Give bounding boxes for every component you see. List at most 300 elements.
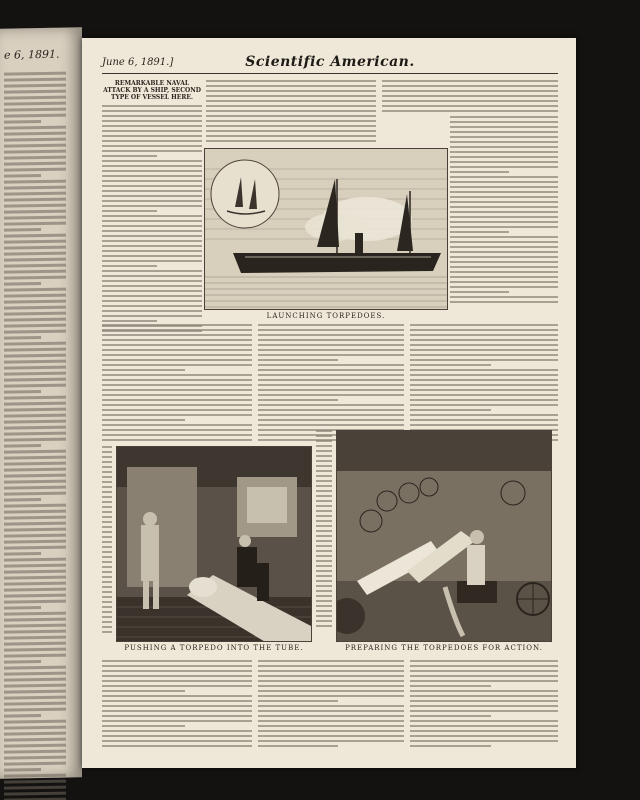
article-column-between	[316, 430, 332, 630]
text-line	[450, 301, 558, 303]
text-line	[258, 680, 404, 682]
text-line	[258, 720, 404, 722]
text-line	[206, 90, 376, 92]
text-line	[4, 174, 41, 178]
text-line	[102, 546, 112, 548]
text-line	[4, 738, 66, 742]
text-line	[102, 571, 112, 573]
text-line	[410, 349, 558, 351]
text-line	[4, 504, 66, 508]
text-line	[410, 690, 558, 692]
article-column-middle-lower	[258, 324, 404, 444]
text-line	[410, 324, 558, 326]
text-line	[102, 551, 112, 553]
text-line	[4, 78, 66, 82]
text-line	[258, 374, 404, 376]
text-line	[258, 665, 404, 667]
text-line	[4, 372, 66, 376]
text-line	[102, 394, 252, 396]
text-line	[4, 156, 66, 160]
text-line	[382, 90, 558, 92]
text-line	[4, 672, 66, 676]
text-line	[102, 720, 252, 722]
text-line	[102, 170, 202, 172]
text-line	[102, 180, 202, 182]
text-line	[450, 151, 558, 153]
text-line	[316, 450, 332, 452]
text-line	[450, 251, 558, 253]
text-line	[4, 708, 66, 712]
text-line	[4, 258, 66, 262]
article-column-edge	[102, 446, 112, 636]
text-line	[102, 285, 202, 287]
text-line	[4, 612, 66, 616]
text-line	[410, 715, 491, 717]
text-line	[4, 270, 66, 274]
text-line	[102, 561, 112, 563]
text-line	[102, 260, 202, 262]
text-line	[410, 675, 558, 677]
text-line	[450, 131, 558, 133]
text-line	[4, 534, 66, 538]
text-line	[4, 252, 66, 256]
text-line	[410, 339, 558, 341]
text-line	[4, 294, 66, 298]
text-line	[4, 606, 41, 610]
text-line	[102, 581, 112, 583]
text-line	[4, 180, 66, 184]
text-line	[102, 456, 112, 458]
text-line	[102, 305, 202, 307]
text-line	[102, 329, 252, 331]
text-line	[102, 511, 112, 513]
text-line	[258, 379, 404, 381]
text-line	[4, 306, 66, 310]
illustration-launching-torpedoes	[204, 148, 448, 310]
text-line	[316, 595, 332, 597]
text-line	[4, 108, 66, 112]
text-line	[4, 690, 66, 694]
text-line	[258, 424, 404, 426]
text-line	[258, 324, 404, 326]
text-line	[102, 364, 252, 366]
text-line	[4, 126, 66, 130]
text-line	[102, 339, 252, 341]
text-line	[102, 461, 112, 463]
text-line	[258, 745, 338, 747]
text-line	[316, 540, 332, 542]
text-line	[410, 680, 558, 682]
text-line	[258, 334, 404, 336]
text-line	[4, 450, 66, 454]
text-line	[102, 725, 185, 727]
text-line	[4, 540, 66, 544]
text-line	[102, 245, 202, 247]
text-line	[4, 420, 66, 424]
text-line	[4, 90, 66, 94]
text-line	[102, 685, 252, 687]
text-line	[4, 366, 66, 370]
text-line	[316, 570, 332, 572]
text-line	[450, 211, 558, 213]
text-line	[258, 700, 338, 702]
text-line	[450, 156, 558, 158]
text-line	[102, 601, 112, 603]
text-line	[102, 745, 252, 747]
text-line	[102, 115, 202, 117]
text-line	[4, 150, 66, 154]
text-line	[102, 446, 112, 448]
text-line	[102, 369, 185, 371]
text-line	[4, 330, 66, 334]
text-line	[258, 740, 404, 742]
text-line	[102, 225, 202, 227]
article-title: REMARKABLE NAVAL ATTACK BY A SHIP, SECOND TYPE OF VESSEL HERE.	[103, 80, 201, 101]
text-line	[102, 429, 252, 431]
text-line	[4, 594, 66, 598]
issue-date: June 6, 1891.]	[102, 57, 174, 68]
text-line	[102, 105, 202, 107]
text-line	[316, 600, 332, 602]
text-line	[410, 334, 558, 336]
text-line	[258, 404, 404, 406]
text-line	[102, 384, 252, 386]
text-line	[450, 186, 558, 188]
caption-pushing-torpedo: PUSHING A TORPEDO INTO THE TUBE.	[124, 644, 304, 652]
text-line	[206, 125, 376, 127]
left-page-text	[4, 72, 66, 800]
text-line	[102, 690, 185, 692]
text-line	[4, 300, 66, 304]
text-line	[4, 666, 66, 670]
text-line	[316, 545, 332, 547]
text-line	[206, 120, 376, 122]
text-line	[102, 334, 252, 336]
text-line	[316, 475, 332, 477]
text-line	[102, 531, 112, 533]
text-line	[102, 700, 252, 702]
text-line	[316, 505, 332, 507]
text-line	[4, 510, 66, 514]
page-header	[102, 54, 558, 74]
left-page	[0, 27, 82, 778]
text-line	[4, 72, 66, 76]
text-line	[4, 618, 66, 622]
text-line	[410, 354, 558, 356]
text-line	[102, 466, 112, 468]
text-line	[4, 576, 66, 580]
text-line	[316, 605, 332, 607]
text-line	[4, 528, 66, 532]
text-line	[316, 520, 332, 522]
text-line	[450, 196, 558, 198]
text-line	[102, 486, 112, 488]
text-line	[102, 320, 157, 322]
text-line	[102, 670, 252, 672]
text-line	[410, 705, 558, 707]
text-line	[410, 389, 558, 391]
text-line	[4, 120, 41, 124]
text-line	[316, 585, 332, 587]
text-line	[450, 116, 558, 118]
text-line	[4, 354, 66, 358]
text-line	[410, 409, 491, 411]
text-line	[102, 135, 202, 137]
text-line	[4, 198, 66, 202]
text-line	[4, 492, 66, 496]
text-line	[382, 85, 558, 87]
text-line	[450, 241, 558, 243]
text-line	[450, 136, 558, 138]
text-line	[258, 339, 404, 341]
text-line	[316, 615, 332, 617]
text-line	[102, 310, 202, 312]
text-line	[4, 732, 66, 736]
text-line	[4, 522, 66, 526]
text-line	[4, 138, 66, 142]
text-line	[450, 216, 558, 218]
text-line	[102, 576, 112, 578]
text-line	[316, 470, 332, 472]
text-line	[4, 696, 66, 700]
text-line	[4, 582, 66, 586]
text-line	[450, 161, 558, 163]
text-line	[4, 558, 66, 562]
text-line	[4, 792, 66, 796]
text-line	[410, 399, 558, 401]
text-line	[450, 191, 558, 193]
text-line	[4, 438, 66, 442]
text-line	[102, 404, 252, 406]
text-line	[4, 714, 41, 718]
text-line	[102, 541, 112, 543]
text-line	[4, 426, 66, 430]
text-line	[410, 379, 558, 381]
text-line	[4, 486, 66, 490]
text-line	[316, 555, 332, 557]
text-line	[258, 344, 404, 346]
text-line	[206, 80, 376, 82]
text-line	[4, 324, 66, 328]
text-line	[102, 715, 252, 717]
text-line	[4, 168, 66, 172]
article-column-bottom-middle	[258, 660, 404, 750]
text-line	[4, 408, 66, 412]
text-line	[4, 240, 66, 244]
text-line	[410, 665, 558, 667]
text-line	[102, 419, 185, 421]
text-line	[102, 140, 202, 142]
text-line	[258, 660, 404, 662]
text-line	[258, 670, 404, 672]
text-line	[258, 414, 404, 416]
text-line	[102, 521, 112, 523]
text-line	[4, 762, 66, 766]
text-line	[4, 744, 66, 748]
text-line	[258, 369, 404, 371]
text-line	[102, 230, 202, 232]
text-line	[206, 85, 376, 87]
text-line	[102, 705, 252, 707]
text-line	[102, 265, 157, 267]
text-line	[382, 100, 558, 102]
text-line	[102, 596, 112, 598]
text-line	[450, 121, 558, 123]
text-line	[102, 354, 252, 356]
text-line	[102, 125, 202, 127]
text-line	[258, 389, 404, 391]
text-line	[258, 364, 404, 366]
text-line	[258, 705, 404, 707]
text-line	[4, 228, 41, 232]
text-line	[410, 374, 558, 376]
text-line	[450, 201, 558, 203]
text-line	[206, 105, 376, 107]
text-line	[450, 246, 558, 248]
text-line	[4, 552, 41, 556]
text-line	[4, 648, 66, 652]
text-line	[102, 631, 112, 633]
text-line	[258, 675, 404, 677]
text-line	[102, 255, 202, 257]
text-line	[4, 396, 66, 400]
text-line	[316, 500, 332, 502]
text-line	[102, 611, 112, 613]
text-line	[410, 344, 558, 346]
text-line	[316, 525, 332, 527]
text-line	[102, 740, 252, 742]
text-line	[102, 165, 202, 167]
text-line	[102, 626, 112, 628]
text-line	[102, 210, 157, 212]
text-line	[410, 720, 558, 722]
text-line	[102, 240, 202, 242]
text-line	[410, 730, 558, 732]
text-line	[316, 550, 332, 552]
text-line	[102, 120, 202, 122]
text-line	[102, 586, 112, 588]
text-line	[102, 414, 252, 416]
text-line	[4, 246, 66, 250]
text-line	[258, 399, 338, 401]
text-line	[102, 660, 252, 662]
text-line	[382, 110, 558, 112]
text-line	[102, 556, 112, 558]
text-line	[316, 575, 332, 577]
caption-launching-torpedoes: LAUNCHING TORPEDOES.	[266, 312, 386, 320]
text-line	[102, 130, 202, 132]
text-line	[410, 369, 558, 371]
text-line	[316, 565, 332, 567]
text-line	[206, 140, 376, 142]
text-line	[4, 288, 66, 292]
text-line	[4, 786, 66, 790]
text-line	[450, 296, 558, 298]
text-line	[258, 685, 404, 687]
text-line	[102, 439, 252, 441]
text-line	[4, 204, 66, 208]
text-line	[316, 430, 332, 432]
text-line	[316, 455, 332, 457]
left-page-header: e 6, 1891.	[4, 47, 60, 62]
text-line	[258, 735, 404, 737]
text-line	[316, 610, 332, 612]
text-line	[4, 276, 66, 280]
text-line	[4, 684, 66, 688]
text-line	[102, 730, 252, 732]
text-line	[382, 105, 558, 107]
text-line	[316, 480, 332, 482]
text-line	[102, 506, 112, 508]
text-line	[102, 451, 112, 453]
text-line	[316, 560, 332, 562]
text-line	[102, 160, 202, 162]
text-line	[102, 665, 252, 667]
text-line	[410, 404, 558, 406]
text-line	[4, 282, 41, 286]
text-line	[450, 291, 509, 293]
text-line	[102, 220, 202, 222]
text-line	[4, 222, 66, 226]
text-line	[102, 200, 202, 202]
text-line	[450, 281, 558, 283]
text-line	[4, 660, 41, 664]
text-line	[102, 491, 112, 493]
text-line	[4, 462, 66, 466]
text-line	[258, 354, 404, 356]
text-line	[206, 115, 376, 117]
text-line	[410, 695, 558, 697]
text-line	[102, 324, 252, 326]
text-line	[102, 195, 202, 197]
text-line	[102, 300, 202, 302]
text-line	[4, 726, 66, 730]
text-line	[102, 275, 202, 277]
text-line	[102, 250, 202, 252]
text-line	[450, 261, 558, 263]
text-line	[258, 725, 404, 727]
text-line	[102, 344, 252, 346]
text-line	[206, 110, 376, 112]
text-line	[450, 236, 558, 238]
text-line	[102, 621, 112, 623]
text-line	[4, 342, 66, 346]
text-line	[4, 348, 66, 352]
text-line	[450, 271, 558, 273]
text-line	[4, 636, 66, 640]
text-line	[4, 114, 66, 118]
text-line	[102, 399, 252, 401]
text-line	[258, 349, 404, 351]
text-line	[102, 374, 252, 376]
text-line	[316, 620, 332, 622]
text-line	[4, 360, 66, 364]
text-line	[4, 456, 66, 460]
text-line	[258, 730, 404, 732]
text-line	[102, 185, 202, 187]
text-line	[410, 329, 558, 331]
illustration-pushing-torpedo	[116, 446, 312, 642]
text-line	[102, 359, 252, 361]
text-line	[4, 378, 66, 382]
text-line	[102, 606, 112, 608]
text-line	[4, 384, 66, 388]
text-line	[450, 286, 558, 288]
text-line	[4, 654, 66, 658]
article-column-left-lower	[102, 324, 252, 444]
text-line	[102, 175, 202, 177]
text-line	[316, 510, 332, 512]
